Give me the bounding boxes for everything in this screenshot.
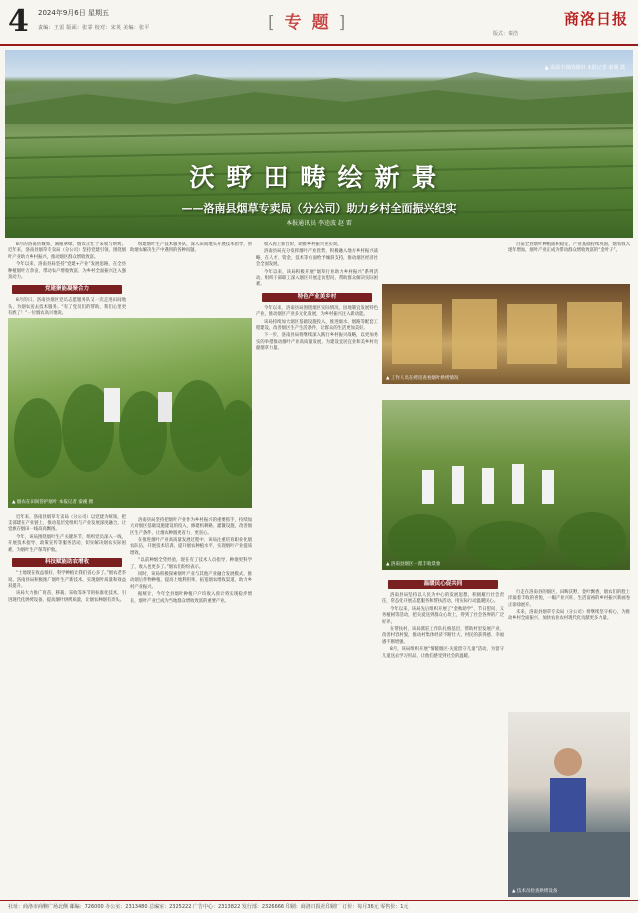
photo-caption: ▲ 技术员检查烘烤设备: [512, 889, 558, 894]
section-title: [专题]: [268, 13, 356, 33]
layout-credit: 版式：秦浩: [492, 31, 518, 37]
paragraph: 今年以来，该局积极开展“烟草行业助力乡村振兴”系列活动，组织干部职工深入烟区开展走访慰问，帮助群众解决实际困难。: [256, 269, 378, 288]
paragraph: 今年，该局围绕烟叶生产关键环节，组织党员深入一线，开展技术指导、政策宣传等服务活动，切实解决烟农实际困难，为烟叶生产保驾护航。: [8, 534, 126, 553]
masthead: [0, 0, 638, 46]
paragraph: 近年来，洛南县烟草专卖局（分公司）以党建为统领，把支部建在产业链上，推动基层党组织与产业发展深度融合，让党旗在烟田一线高高飘扬。: [8, 514, 126, 533]
mountain-ridge-graphic: [5, 64, 633, 124]
tobacco-plants-graphic: [8, 318, 252, 508]
paragraph: 今年以来，该局先后组织开展了“金秋助学”、节日慰问、义务植树等活动，把关爱送到群众心坎上，得到了社会各界的广泛好评。: [382, 606, 504, 625]
section-subhead: 科技赋能助农增收: [12, 558, 122, 567]
section-subhead: 党建聚能凝聚合力: [12, 285, 122, 294]
paragraph: 今年以来，洛南县局围绕烟区实际情况，因地制宜发展特色产业，推动烟区产业多元化发展，为乡村振兴注入新动能。: [256, 305, 378, 318]
paragraph: 洛南县局充分发挥烟叶产业优势，积极融入地方乡村振兴战略，在人才、资金、技术等方面给予倾斜支持，推动烟区经济社会全面发展。: [256, 249, 378, 268]
paragraph: “土地现在收益很好，科学种植让我们省心多了。”烟农老李说。洛南县局积极推广烟叶生产新技术，实现烟叶质量和效益双提升。: [8, 571, 126, 589]
hero-photo: [5, 50, 633, 238]
paragraph: 组建烟叶生产技术服务队，深入田间地头开展技术指导，帮助烟农解决生产中遇到的各种问题。: [130, 242, 252, 254]
paragraph: 洛南县局坚持以人民为中心的发展思想，积极履行社会责任，常态化开展志愿服务和帮扶活动，用实际行动温暖民心。: [382, 593, 504, 605]
paragraph: 下一步，洛南县局将继续深入践行乡村振兴战略，以更加务实的举措推动烟叶产业高质量发展，为建设宜居宜业和美乡村贡献烟草力量。: [256, 333, 378, 352]
paragraph: 目前全县烟叶种植面积稳定，产业基础持续巩固，烟农收入逐年增加，烟叶产业正成为带动群众增收致富的“金叶子”。: [508, 242, 630, 254]
headline: 沃野田畴绘新景: [189, 163, 449, 192]
person-figure: [104, 388, 120, 422]
tobacco-field-photo: [8, 318, 252, 508]
paragraph: 今年以来，洛南县局坚持“党建+产业”发展思路，在全县种植烟叶万余亩，带动农户增收致富，为乡村全面振兴注入强劲动力。: [8, 262, 126, 281]
field-group-photo: [382, 400, 630, 570]
paragraph: 8月，该局组织开展“情暖烟区·关爱留守儿童”活动，为留守儿童送去学习用品，让他们感受到社会的温暖。: [382, 647, 504, 659]
page-date: 2024年9月6日 星期五: [38, 9, 109, 17]
paragraph: 8月的日，洛南县烟区党员志愿服务队又一次走进田间地头，为烟农送去技术服务。“有了党员们的帮助，我们心里更有底了！”一位烟农高兴地说。: [8, 298, 126, 317]
curing-shed-photo: [382, 284, 630, 384]
paragraph: “以前种烟全凭经验，现在有了技术人员指导，种烟更科学了，收入也更多了。”烟农们纷纷表示。: [130, 558, 252, 570]
photo-caption: ▲ 洛南县烟区一派丰收景象: [386, 562, 441, 567]
page-number: 4: [8, 4, 29, 39]
paragraph: 该局持续加大烟区基础设施投入，推进烟水、烟路等配套工程建设，改善烟区生产生活条件，让群众的生活更加美好。: [256, 319, 378, 332]
byline: 本报通讯员 李逵波 赵 雷: [286, 220, 352, 227]
paragraph: 8月的洛南县城郊，满眼翠绿，烟农正忙于采收与烘烤。近年来，洛南县烟草专卖局（分公司）坚持党建引领，围绕烟叶产业助力乡村振兴，推动烟区群众增收致富。: [8, 242, 126, 260]
paragraph: 未来，洛南县烟草专卖局（分公司）将继续坚守初心，为推动乡村全面振兴、加快农业农村现代化贡献更多力量。: [508, 610, 630, 622]
hero-photo-caption: ▲ 高原丰润的烟田 本报记者 秦溪 摄: [544, 65, 625, 71]
field-group-graphic: [382, 400, 630, 570]
section-subhead: 特色产业美乡村: [262, 293, 372, 302]
section-subhead: 温暖民心促共同: [388, 580, 498, 589]
paragraph: 在推进烟叶产业高质量发展过程中，该局注重培育职业化烟农队伍，开展技术培训，提升烟农种植水平，实现烟叶产业提质增效。: [130, 538, 252, 556]
page-footer: 社址：商洛市商鞅广场北侧 邮编：726000 办公室：2313480 总编室：2325222 广告中心：2313822 发行部：2326666 印刷：商洛日报社印刷厂 订价：每月36元 零售价：1元: [0, 900, 638, 913]
newspaper-logo: 商洛日报: [563, 10, 628, 28]
photo-caption: ▲ 烟农在田间管护烟叶 本报记者 秦溪 摄: [12, 500, 94, 505]
paragraph: 同时，该局积极探索烟叶产业与其他产业融合发展模式，推动烟后作物种植，提高土地利用率，拓宽烟农增收渠道，助力乡村产业振兴。: [130, 572, 252, 590]
tobacco-leaves-graphic: [382, 284, 630, 384]
paragraph: 据统计，今年全县烟叶种植户户均收入预计将实现稳步增长，烟叶产业已成为当地群众增收致富的重要产业。: [130, 592, 252, 604]
photo-caption: ▲ 工作人员在烤房查看烟叶烘烤情况: [386, 376, 459, 381]
subheadline: ——洛南县烟草专卖局（分公司）助力乡村全面振兴纪实: [181, 202, 457, 215]
paragraph: 收入再上新台阶，助推乡村振兴见实效。: [264, 242, 342, 247]
technician-graphic: [508, 712, 630, 897]
person-figure: [158, 392, 172, 422]
paragraph: 行走在洛南县的烟区，田畴沃野，金叶飘香，烟农们的脸上洋溢着丰收的喜悦，一幅产业兴旺、生活富裕的乡村振兴新画卷正徐徐展开。: [508, 589, 630, 608]
technician-photo: [508, 712, 630, 897]
paragraph: 在帮扶村，该局派驻工作队扎根基层，帮助村里发展产业、改善村容村貌，推动村集体经济不断壮大，村民的获得感、幸福感不断增强。: [382, 627, 504, 645]
paragraph: 洛南县局坚持把烟叶产业作为乡村振兴的重要抓手，持续加大对烟区基础设施建设的投入，修建机耕路、灌溉设施，改善烟区生产条件，让烟农种烟更省力、更省心。: [130, 517, 252, 536]
page-editors: 责编：王雷 版面：张霏 校对：宋英 美编：张平: [38, 25, 150, 31]
article-column-3: [256, 242, 378, 897]
paragraph: 该局大力推广育苗、移栽、采收等环节的标准化技术，引进现代化烘烤设备，提高烟叶烘烤质量，让烟农种烟有奔头。: [8, 591, 126, 603]
